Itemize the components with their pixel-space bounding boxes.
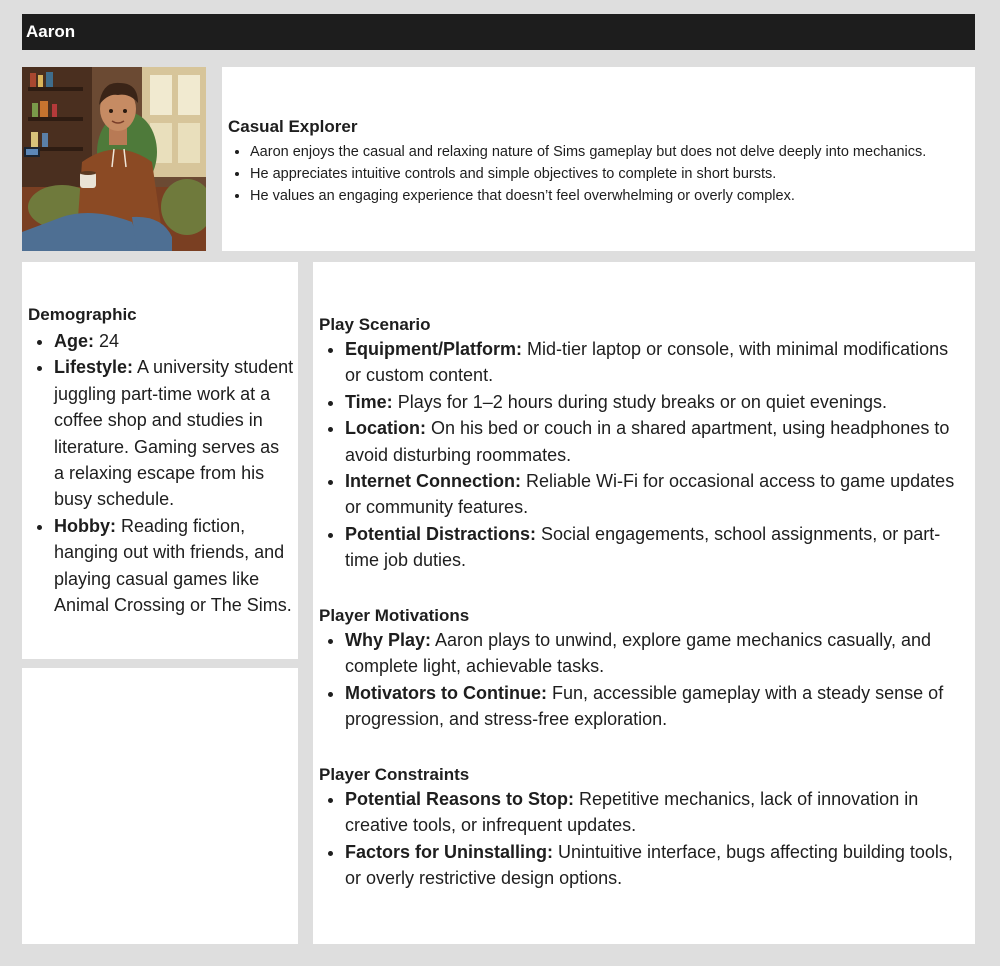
item-label: Potential Reasons to Stop:: [345, 789, 575, 809]
play-scenario-section: [319, 314, 969, 574]
motivation-item-why-play: [345, 627, 969, 680]
item-label: Time:: [345, 391, 393, 412]
item-label: Equipment/Platform:: [345, 339, 523, 359]
item-text: Fun, accessible gameplay with a steady sense of progression, and stress-free exploration.: [345, 682, 944, 730]
item-label: Lifestyle:: [54, 357, 134, 378]
persona-name-header: [22, 14, 975, 50]
demographic-panel: [22, 262, 298, 659]
scenario-item-location: [345, 415, 969, 468]
item-text: Reliable Wi-Fi for occasional access to game updates or community features.: [345, 471, 955, 518]
item-text: A university student juggling part-time work at a coffee shop and studies in literature. Gaming serves as a relaxing escape from his busy schedule.: [54, 357, 294, 510]
summary-bullet: • He values an engaging experience that doesn’t feel overwhelming or overly complex.: [250, 185, 926, 207]
persona-summary-panel: [222, 67, 975, 251]
item-text: Repetitive mechanics, lack of innovation in creative tools, or infrequent updates.: [345, 789, 919, 836]
item-text: 24: [94, 331, 120, 351]
item-label: Hobby:: [54, 515, 116, 536]
item-label: Location:: [345, 418, 426, 439]
item-text: Social engagements, school assignments, or part-time job duties.: [345, 523, 941, 571]
item-label: Motivators to Continue:: [345, 682, 547, 703]
empty-panel: [22, 668, 298, 944]
demographic-item-hobby: [54, 513, 294, 619]
demographic-list: [54, 328, 294, 618]
item-text: Unintuitive interface, bugs affecting building tools, or overly restrictive design options.: [345, 841, 953, 889]
player-motivations-list: [345, 627, 969, 733]
play-scenario-title: Play Scenario: [319, 315, 431, 334]
player-constraints-title: Player Constraints: [319, 765, 470, 784]
item-text: Mid-tier laptop or console, with minimal modifications or custom content.: [345, 339, 949, 386]
item-text: Aaron plays to unwind, explore game mechanics casually, and complete light, achievable tasks.: [345, 630, 931, 677]
portrait-illustration: [22, 67, 206, 251]
item-text: Reading fiction, hanging out with friends, and playing casual games like Animal Crossing or The Sims.: [54, 515, 292, 616]
scenario-item-time: [345, 389, 969, 415]
player-constraints-section: [319, 764, 969, 892]
item-label: Internet Connection:: [345, 471, 521, 492]
summary-bullet: • He appreciates intuitive controls and simple objectives to complete in short bursts.: [250, 163, 926, 185]
play-scenario-list: [345, 336, 969, 574]
motivation-item-continue: [345, 680, 969, 733]
player-motivations-section: [319, 605, 969, 733]
player-profile-panel: [313, 262, 975, 944]
persona-summary-list: [250, 141, 926, 207]
item-text: On his bed or couch in a shared apartment, using headphones to avoid disturbing roommates.: [345, 418, 950, 465]
player-motivations-title: Player Motivations: [319, 606, 470, 625]
item-label: Age:: [54, 331, 94, 351]
demographic-title: Demographic: [28, 305, 137, 324]
scenario-item-internet: [345, 468, 969, 521]
demographic-item-lifestyle: [54, 354, 294, 512]
player-constraints-list: [345, 786, 969, 892]
persona-archetype-title: Casual Explorer: [228, 117, 358, 136]
summary-bullet: • Aaron enjoys the casual and relaxing nature of Sims gameplay but does not delve deeply into mechanics.: [250, 141, 926, 163]
demographic-item-age: [54, 328, 294, 354]
item-label: Factors for Uninstalling:: [345, 841, 554, 862]
scenario-item-equipment: [345, 336, 969, 389]
scenario-item-distractions: [345, 521, 969, 574]
item-label: Potential Distractions:: [345, 523, 537, 544]
constraint-item-reasons-to-stop: [345, 786, 969, 839]
constraint-item-uninstalling: [345, 839, 969, 892]
persona-name: Aaron: [26, 22, 76, 41]
item-label: Why Play:: [345, 630, 432, 650]
persona-portrait: [22, 67, 206, 251]
item-text: Plays for 1–2 hours during study breaks or on quiet evenings.: [392, 391, 887, 412]
